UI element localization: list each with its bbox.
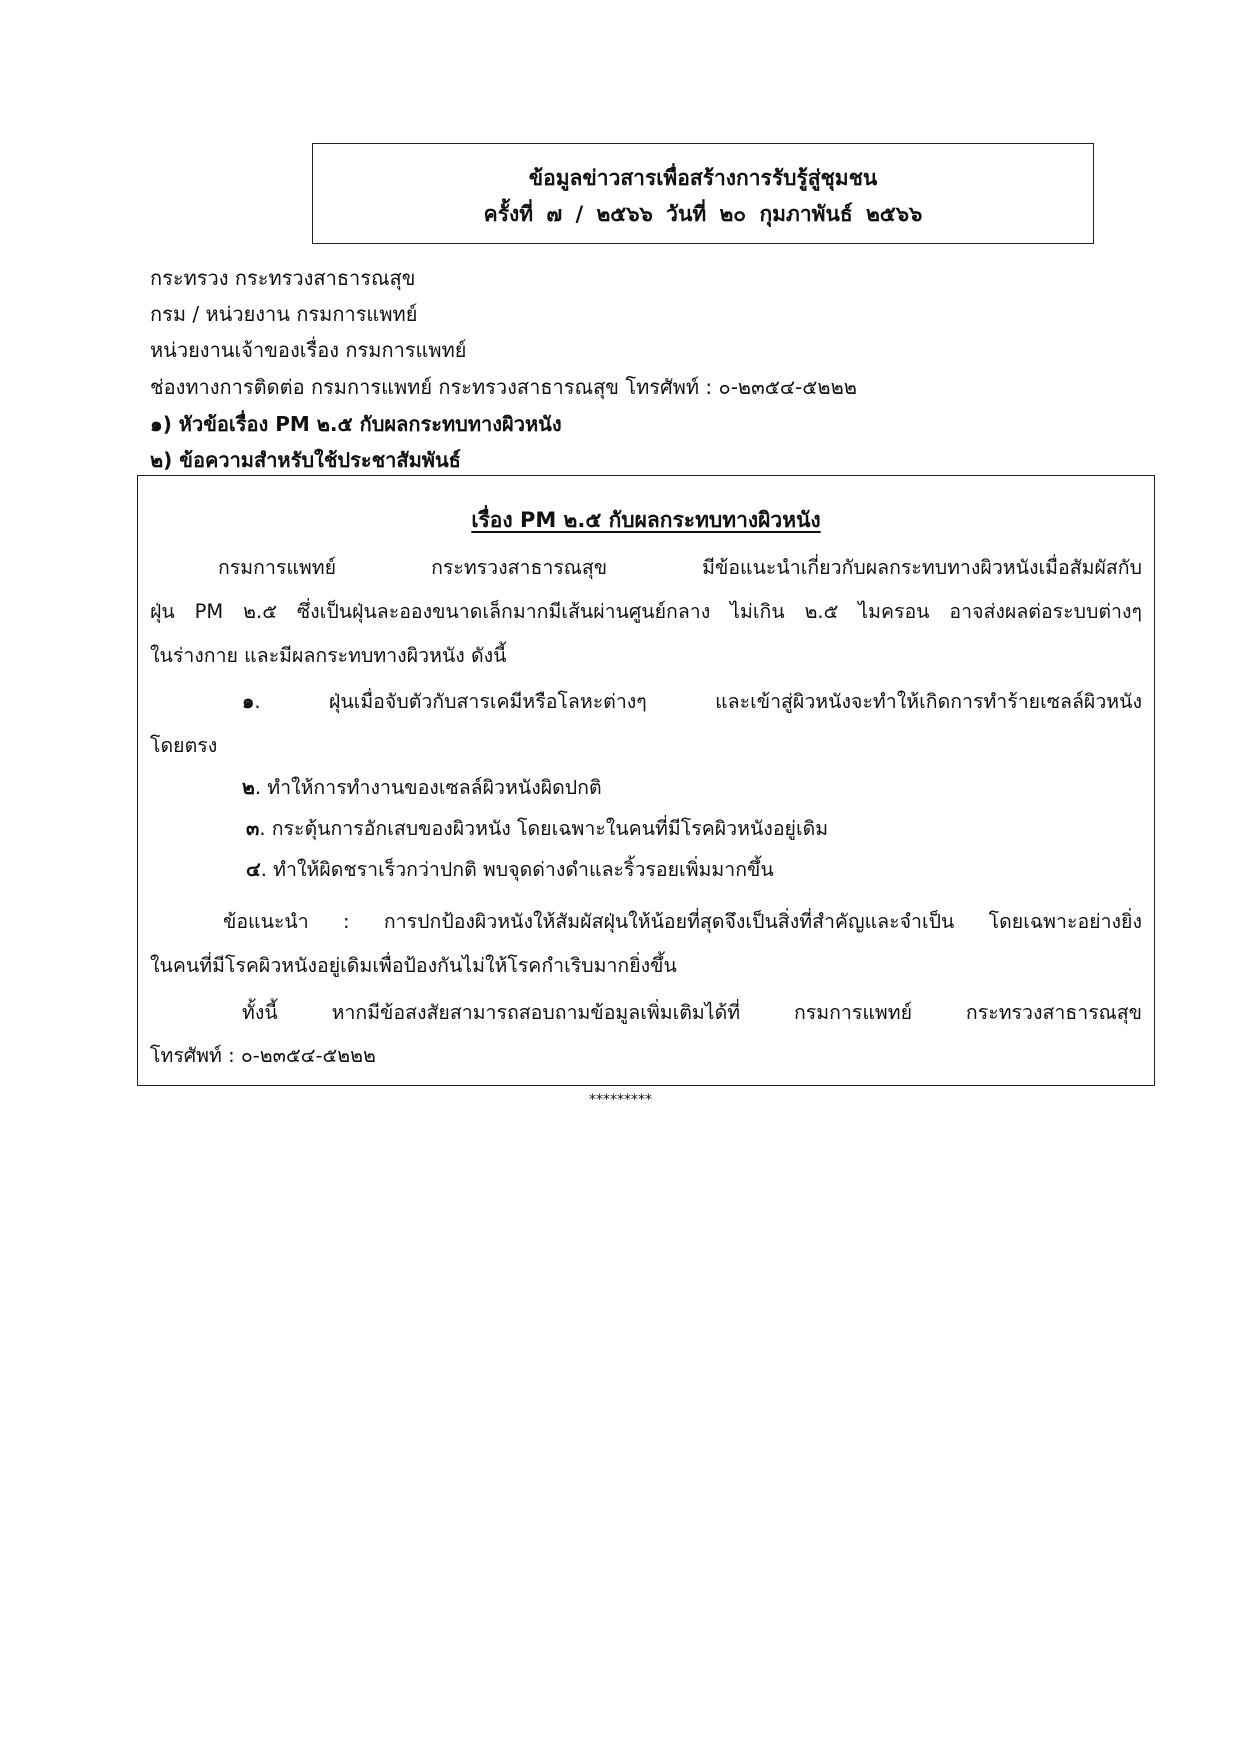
item-text: . ฝุ่นเมื่อจับตัวกับสารเคมีหรือโลหะต่างๆ และเข้าสู่ผิวหนังจะทำให้เกิดการทำร้ายเซลล์ผิวหนัง (254, 690, 1142, 713)
item-number: ๔ (246, 858, 261, 881)
list-item (242, 772, 1142, 803)
article-title: เรื่อง PM ๒.๕ กับผลกระทบทางผิวหนัง (471, 508, 821, 532)
item-text: . ทำให้ผิดชราเร็วกว่าปกติ พบจุดด่างดำและริ้วรอยเพิ่มมากขึ้น (260, 858, 774, 881)
item-number: ๒ (242, 776, 255, 799)
item-number: ๑ (242, 690, 255, 713)
intro-line: ในร่างกาย และมีผลกระทบทางผิวหนัง ดังนี้ (150, 644, 507, 667)
end-marker: ********* (589, 1092, 652, 1108)
advice-line: ในคนที่มีโรคผิวหนังอยู่เดิมเพื่อป้องกันไม่ให้โรคกำเริบมากยิ่งขึ้น (150, 954, 677, 977)
list-item (246, 854, 1142, 885)
item-text: . ทำให้การทำงานของเซลล์ผิวหนังผิดปกติ (254, 776, 602, 799)
header-title: ข้อมูลข่าวสารเพื่อสร้างการรับรู้สู่ชุมชน (528, 166, 878, 190)
item-text-continued: โดยตรง (150, 734, 218, 757)
item-text: . กระตุ้นการอักเสบของผิวหนัง โดยเฉพาะในคนที่มีโรคผิวหนังอยู่เดิม (259, 817, 829, 840)
intro-line: กรมการแพทย์ กระทรวงสาธารณสุข มีข้อแนะนำเกี่ยวกับผลกระทบทางผิวหนังเมื่อสัมผัสกับ (218, 556, 1142, 579)
header-issue-date: ครั้งที่ ๗ / ๒๕๖๖ วันที่ ๒๐ กุมภาพันธ์ ๒๕๖๖ (483, 202, 923, 226)
closing-line: ทั้งนี้ หากมีข้อสงสัยสามารถสอบถามข้อมูลเพิ่มเติมได้ที่ กรมการแพทย์ กระทรวงสาธารณสุข (242, 1001, 1142, 1024)
list-item (246, 813, 1142, 844)
article-box (137, 475, 1155, 1086)
meta-ministry: กระทรวง กระทรวงสาธารณสุข (150, 266, 416, 290)
meta-owner: หน่วยงานเจ้าของเรื่อง กรมการแพทย์ (150, 338, 467, 362)
meta-pr-message: ๒) ข้อความสำหรับใช้ประชาสัมพันธ์ (150, 448, 461, 472)
closing-line: โทรศัพท์ : ๐-๒๓๕๔-๕๒๒๒ (150, 1044, 376, 1067)
intro-line: ฝุ่น PM ๒.๕ ซึ่งเป็นฝุ่นละอองขนาดเล็กมากมีเส้นผ่านศูนย์กลาง ไม่เกิน ๒.๕ ไมครอน อาจส่งผลต่อระบบต่างๆ (150, 600, 1142, 623)
advice-line: ข้อแนะนำ : การปกป้องผิวหนังให้สัมผัสฝุ่นให้น้อยที่สุดจึงเป็นสิ่งที่สำคัญและจำเป็น โดยเฉพาะอย่างยิ่ง (223, 910, 1142, 933)
item-number: ๓ (246, 817, 260, 840)
meta-department: กรม / หน่วยงาน กรมการแพทย์ (150, 302, 418, 326)
list-item (242, 686, 1142, 717)
meta-topic: ๑) หัวข้อเรื่อง PM ๒.๕ กับผลกระทบทางผิวหนัง (150, 412, 562, 436)
document-header-box (312, 143, 1094, 244)
meta-contact: ช่องทางการติดต่อ กรมการแพทย์ กระทรวงสาธารณสุข โทรศัพท์ : ๐-๒๓๕๔-๕๒๒๒ (150, 375, 857, 399)
